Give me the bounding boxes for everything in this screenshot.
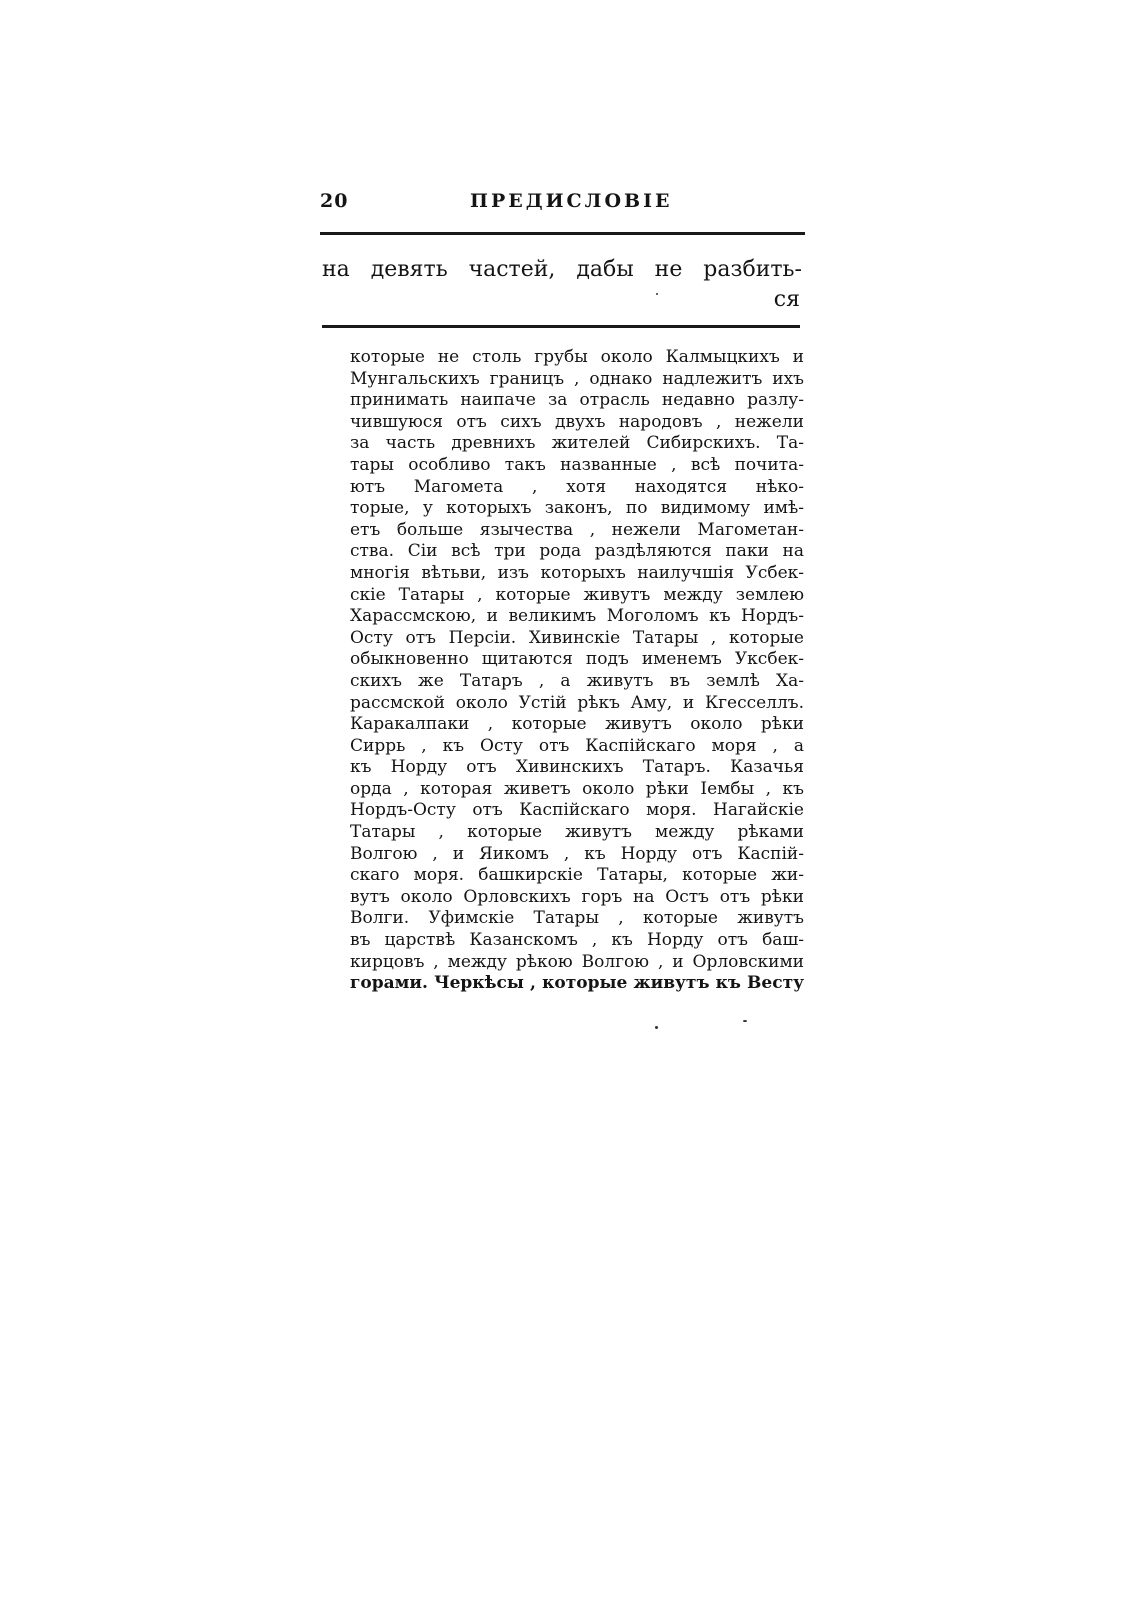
text-line: Мунгальскихъ границъ , однако надлежитъ ихъ <box>350 368 804 389</box>
catchline-word: девять <box>370 257 448 282</box>
text-line: многія вѣтьви, изъ которыхъ наилучшія Усбек- <box>350 562 804 583</box>
text-line: Волгою , и Яикомъ , къ Норду отъ Каспій- <box>350 843 804 864</box>
text-line: ства. Сіи всѣ три рода раздѣляются паки на <box>350 541 804 562</box>
text-line: ютъ Магомета , хотя находятся нѣко- <box>350 476 804 497</box>
running-title: ПРЕДИСЛОВІЕ <box>470 190 673 212</box>
text-line: Харассмскою, и великимъ Моголомъ къ Нордъ- <box>350 606 804 627</box>
text-line: къ Норду отъ Хивинскихъ Татаръ. Казачья <box>350 757 804 778</box>
catchline-word: на <box>322 257 350 282</box>
text-line: Осту отъ Персіи. Хивинскіе Татары , которые <box>350 627 804 648</box>
print-speck <box>655 1026 658 1029</box>
text-line: Сиррь , къ Осту отъ Каспійскаго моря , а <box>350 735 804 756</box>
text-line: горами. Черкѣсы , которые живутъ къ Весту <box>350 973 804 994</box>
text-line: въ царствѣ Казанскомъ , къ Норду отъ баш- <box>350 930 804 951</box>
text-line: принимать наипаче за отрасль недавно разлу- <box>350 390 804 411</box>
text-line: за часть древнихъ жителей Сибирскихъ. Та- <box>350 433 804 454</box>
body-text <box>350 347 804 995</box>
text-line: тары особливо такъ названные , всѣ почита- <box>350 454 804 475</box>
page-number: 20 <box>320 190 349 212</box>
text-line: Каракалпаки , которые живутъ около рѣки <box>350 714 804 735</box>
catchline-word: не <box>654 257 683 282</box>
text-line: Татары , которые живутъ между рѣками <box>350 822 804 843</box>
text-line: чившуюся отъ сихъ двухъ народовъ , нежели <box>350 411 804 432</box>
text-line: Нордъ-Осту отъ Каспійскаго моря. Нагайскіе <box>350 800 804 821</box>
print-speck <box>743 1020 747 1022</box>
text-line: скіе Татары , которые живутъ между землею <box>350 584 804 605</box>
text-line: кирцовъ , между рѣкою Волгою , и Орловскими <box>350 951 804 972</box>
text-line: Волги. Уфимскіе Татары , которые живутъ <box>350 908 804 929</box>
text-line: скаго моря. башкирскіе Татары, которые жи- <box>350 865 804 886</box>
text-line: етъ больше язычества , нежели Магометан- <box>350 519 804 540</box>
text-line: торые, у которыхъ законъ, по видимому имѣ- <box>350 498 804 519</box>
catchline-block <box>322 255 802 315</box>
print-speck <box>656 293 658 295</box>
text-line: вутъ около Орловскихъ горъ на Остъ отъ рѣки <box>350 886 804 907</box>
text-line: скихъ же Татаръ , а живутъ въ землѣ Ха- <box>350 670 804 691</box>
catchline <box>322 255 802 285</box>
text-line: рассмской около Устій рѣкъ Аму, и Кгесселлъ. <box>350 692 804 713</box>
section-rule <box>322 325 800 328</box>
catchline-word: дабы <box>576 257 634 282</box>
text-line: обыкновенно щитаются подъ именемъ Уксбек- <box>350 649 804 670</box>
text-line: которые не столь грубы около Калмыцкихъ и <box>350 347 804 367</box>
header-rule <box>320 232 805 235</box>
catchline-word: частей, <box>468 257 556 282</box>
page-header <box>320 190 805 220</box>
catchline-continuation: ся <box>773 287 800 312</box>
text-line: орда , которая живетъ около рѣки Іембы , къ <box>350 778 804 799</box>
catchline-word: разбить- <box>703 257 802 282</box>
